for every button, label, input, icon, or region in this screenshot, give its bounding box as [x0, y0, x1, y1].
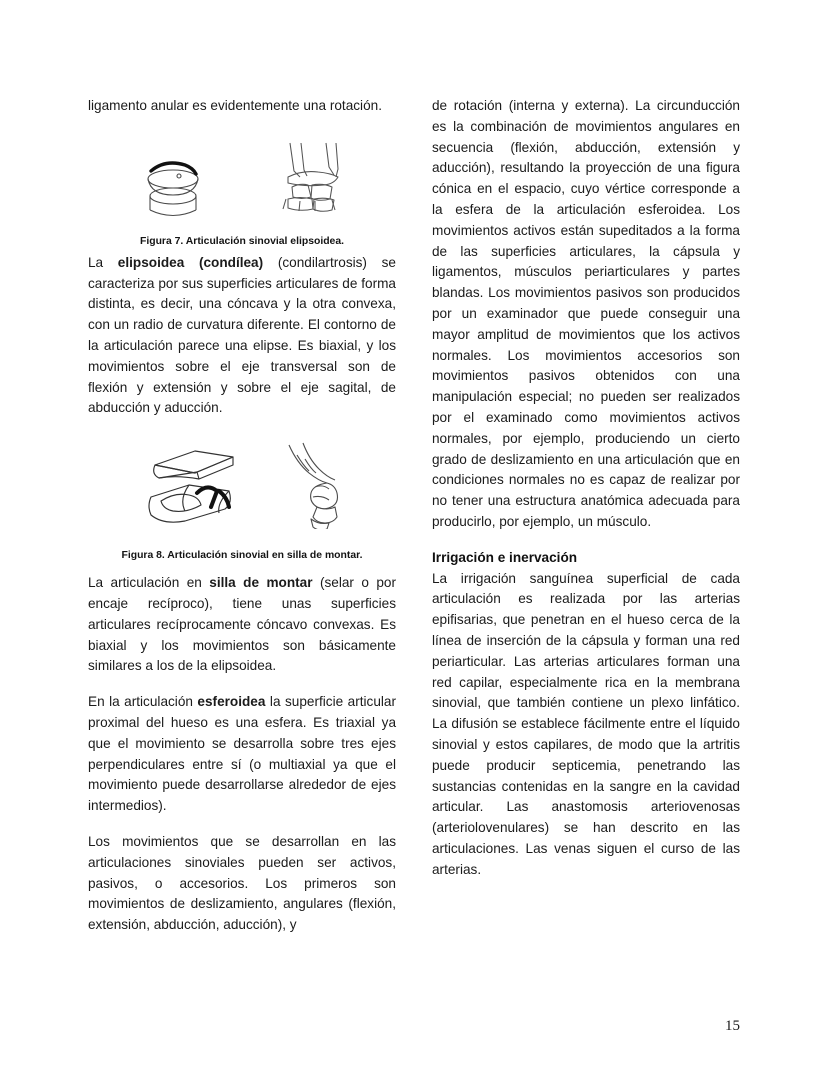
figure-7: [88, 139, 396, 249]
section-heading-irrigacion-e-inervacion: Irrigación e inervación: [432, 549, 578, 565]
figure-8-caption: Figura 8. Articulación sinovial en silla de montar.: [121, 550, 363, 562]
right-paragraph-1: de rotación (interna y externa). La circunducción es la combinación de movimientos angulares en secuencia (flexión, abducción, extensión y aducción), resultando la proyección de una figura cónica en el espacio, cuyo vértice corresponde a la esfera de la articulación esferoidea. Los movimientos activos están supeditados a la forma de las superficies articulares, la cápsula y ligamentos, músculos periarticulares y partes blandas. Los movimientos pasivos son producidos por un examinador que puede conseguir una mayor amplitud de movimientos que los activos normales. Los movimientos accesorios son movimientos pasivos obtenidos con una manipulación especial; no pueden ser realizados por el examinado como movimientos activos normales, por ejemplo, produciendo un cierto grado de deslizamiento en una articulación que en condiciones normales no es capaz de realizar por no tener una estructura anatómica adecuada para producirlo, por ejemplo, un músculo.: [432, 98, 740, 529]
saddle-joint-surfaces-diagram: [137, 441, 241, 529]
left-paragraph-5: Los movimientos que se desarrollan en las articulaciones sinoviales pueden ser activos, pasivos, o accesorios. Los primeros son movimientos de deslizamiento, angulares (flexión, extensión, abducción, aducción), y: [88, 833, 396, 933]
left-paragraph-4-prefix: En la articulación: [88, 694, 198, 710]
right-column: [432, 96, 740, 936]
figure-7-illustrations: [88, 139, 396, 219]
right-paragraph-2: La irrigación sanguínea superficial de cada articulación es realizada por las arterias epifisarias, que penetran en el hueso cerca de la línea de inserción de la cápsula y forman una red periarticular. Las arterias articulares forman una red capilar, especialmente rica en la membrana sinovial, que también contiene un plexo linfático. La difusión se establece fácilmente entre el líquido sinovial y estos capilares, de modo que la artritis puede producir septicemia, penetrando las sustancias contenidas en la sangre en la cavidad articular. Las anastomosis arteriovenosas (arteriolovenulares) se han descrito en las articulaciones. Las venas siguen el curso de las arterias.: [432, 570, 740, 877]
left-paragraph-3-rest: (selar o por encaje recíproco), tiene unas superficies articulares recíprocamente cóncavo convexas. Es biaxial y los movimientos son básicamente similares a los de la elipsoidea.: [88, 575, 396, 674]
left-paragraph-2: [88, 253, 396, 419]
figure-8-illustrations: [88, 437, 396, 529]
figure-8: [88, 437, 396, 563]
left-paragraph-3-bold: silla de montar: [209, 575, 313, 591]
page-number: 15: [725, 1018, 740, 1034]
left-paragraph-4: [88, 692, 396, 817]
left-paragraph-2-bold: elipsoidea (condílea): [117, 254, 264, 270]
left-paragraph-2-rest: (condilartrosis) se caracteriza por sus superficies articulares de forma distinta, es decir, una cóncava y la otra convexa, con un radio de curvatura diferente. El contorno de la articulación parece una elipse. Es biaxial, y los movimientos sobre el eje transversal son de flexión y extensión y sobre el eje sagital, de abducción y aducción.: [88, 254, 396, 416]
left-paragraph-1: ligamento anular es evidentemente una rotación.: [88, 98, 382, 113]
left-paragraph-3: [88, 573, 396, 677]
figure-7-caption: Figura 7. Articulación sinovial elipsoidea.: [139, 235, 345, 247]
left-paragraph-4-rest: la superficie articular proximal del hueso es una esfera. Es triaxial ya que el movimiento se desarrolla sobre tres ejes perpendiculares entre sí (o multiaxial ya que el movimiento puede desarrollarse alrededor de ejes intermedios).: [88, 694, 396, 814]
left-paragraph-3-prefix: La articulación en: [88, 575, 210, 591]
wrist-carpal-bones-diagram: [274, 141, 348, 219]
thumb-carpometacarpal-joint-diagram: [285, 441, 347, 529]
two-column-layout: [88, 96, 740, 936]
left-paragraph-2-prefix: La: [88, 254, 118, 270]
ellipsoid-joint-diagram: [136, 145, 210, 219]
left-column: [88, 96, 396, 936]
left-paragraph-4-bold: esferoidea: [197, 694, 266, 710]
